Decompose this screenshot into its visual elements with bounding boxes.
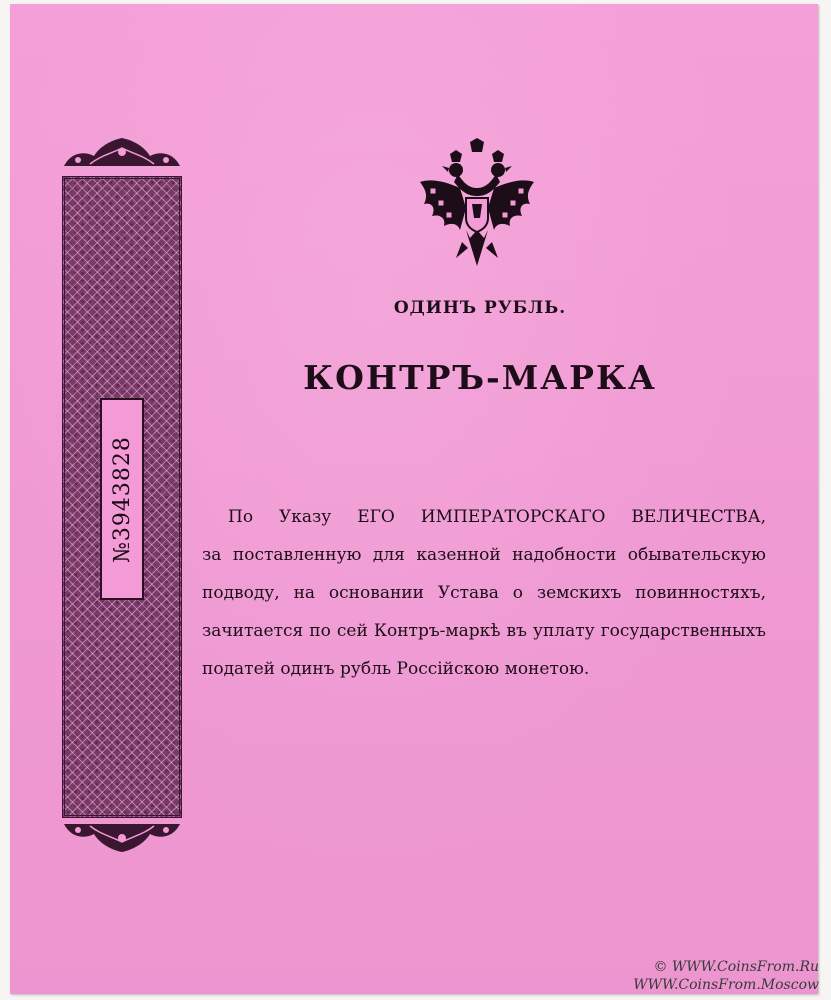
body-line: податей одинъ рубль Россійскою монетою. (202, 659, 590, 679)
denomination-line: ОДИНЪ РУБЛЬ. (393, 298, 567, 318)
body-line: По Указу ЕГО ИМПЕРАТОРСКАГО ВЕЛИЧЕСТВА, (228, 507, 766, 527)
body-text (202, 498, 766, 688)
watermark-line: © WWW.CoinsFrom.Ru (653, 959, 819, 975)
body-line: зачитается по сей Контръ-маркѣ въ уплату государственныхъ (202, 621, 766, 641)
watermark (633, 958, 819, 994)
watermark-line: WWW.CoinsFrom.Moscow (633, 977, 819, 993)
document-title: КОНТРЪ-МАРКА (303, 358, 657, 397)
body-line: за поставленную для казенной надобности обывательскую (202, 545, 766, 565)
strip-top-ornament (60, 134, 184, 168)
body-line: подводу, на основании Устава о земскихъ повинностяхъ, (202, 583, 766, 603)
serial-number: №3943828 (109, 435, 135, 563)
strip-bottom-ornament (60, 822, 184, 856)
double-headed-eagle-icon (416, 138, 538, 272)
serial-number-box (100, 398, 144, 600)
